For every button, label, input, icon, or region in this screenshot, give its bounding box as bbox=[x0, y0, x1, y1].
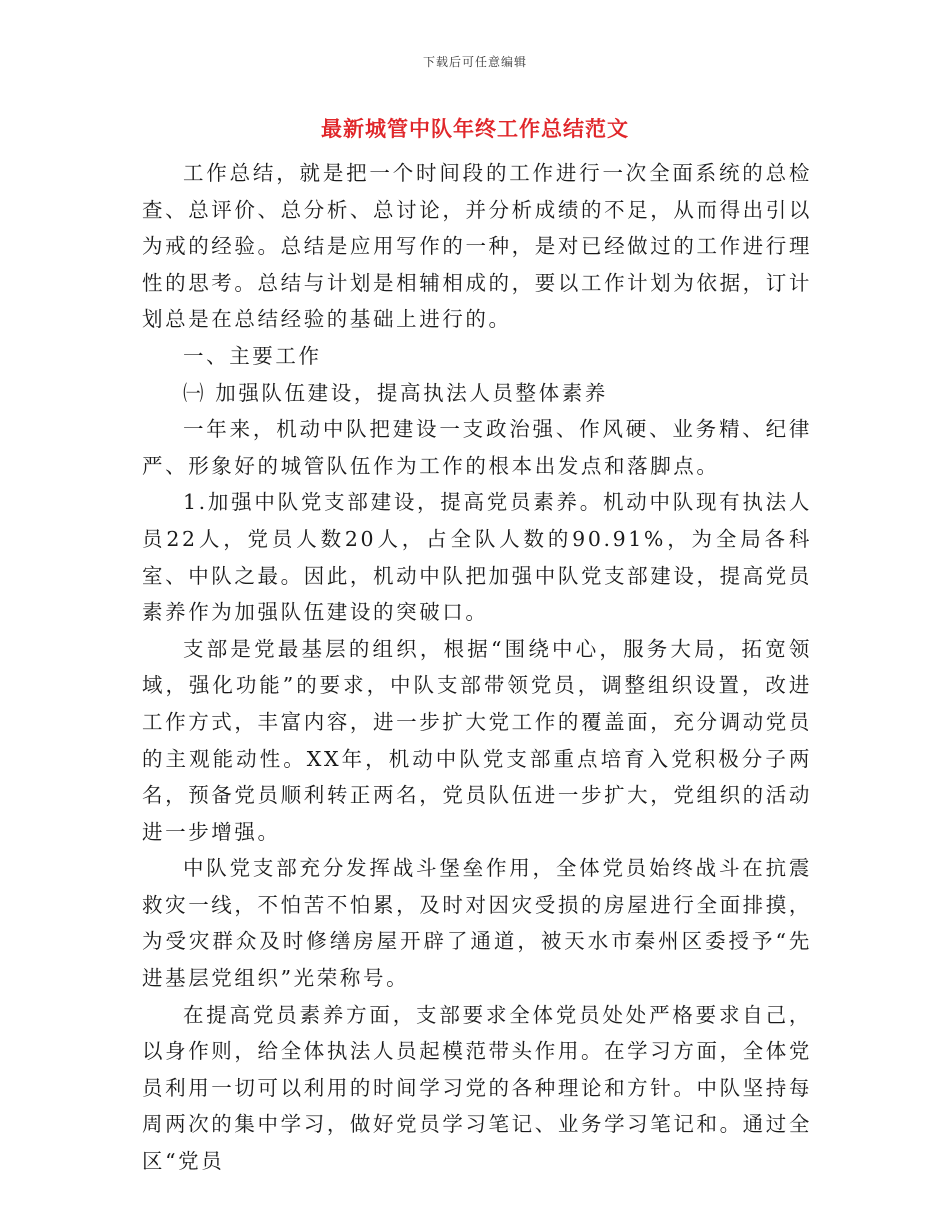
paragraph: 一年来，机动中队把建设一支政治强、作风硬、业务精、纪律严、形象好的城管队伍作为工作的根本出发点和落脚点。 bbox=[142, 417, 812, 478]
subsection-heading-team-building: ㈠ 加强队伍建设，提高执法人员整体素养 bbox=[183, 380, 608, 405]
header-note: 下载后可任意编辑 bbox=[422, 55, 527, 69]
paragraph: 在提高党员素养方面，支部要求全体党员处处严格要求自己，以身作则，给全体执法人员起模范带头作用。在学习方面，全体党员利用一切可以利用的时间学习党的各种理论和方针。中队坚持每周两次的集中学习，做好党员学习笔记、业务学习笔记和。通过全区“党员 bbox=[142, 1002, 812, 1174]
document-body bbox=[142, 155, 812, 1180]
document-title: 最新城管中队年终工作总结范文 bbox=[321, 116, 629, 141]
paragraph: 支部是党最基层的组织，根据“围绕中心，服务大局，拓宽领域，强化功能”的要求，中队支部带领党员，调整组织设置，改进工作方式，丰富内容，进一步扩大党工作的覆盖面，充分调动党员的主观能动性。XX年，机动中队党支部重点培育入党积极分子两名，预备党员顺利转正两名，党员队伍进一步扩大，党组织的活动进一步增强。 bbox=[142, 636, 812, 844]
paragraph: 中队党支部充分发挥战斗堡垒作用，全体党员始终战斗在抗震救灾一线，不怕苦不怕累，及时对因灾受损的房屋进行全面排摸，为受灾群众及时修缮房屋开辟了通道，被天水市秦州区委授予“先进基层党组织”光荣称号。 bbox=[142, 856, 812, 991]
section-heading-main-work: 一、主要工作 bbox=[183, 343, 322, 368]
paragraph-item-1: 1.加强中队党支部建设，提高党员素养。机动中队现有执法人员22人，党员人数20人，占全队人数的90.91%，为全局各科室、中队之最。因此，机动中队把加强中队党支部建设，提高党员素养作为加强队伍建设的突破口。 bbox=[142, 490, 812, 625]
paragraph-intro: 工作总结，就是把一个时间段的工作进行一次全面系统的总检查、总评价、总分析、总讨论，并分析成绩的不足，从而得出引以为戒的经验。总结是应用写作的一种，是对已经做过的工作进行理性的思考。总结与计划是相辅相成的，要以工作计划为依据，订计划总是在总结经验的基础上进行的。 bbox=[142, 161, 812, 332]
